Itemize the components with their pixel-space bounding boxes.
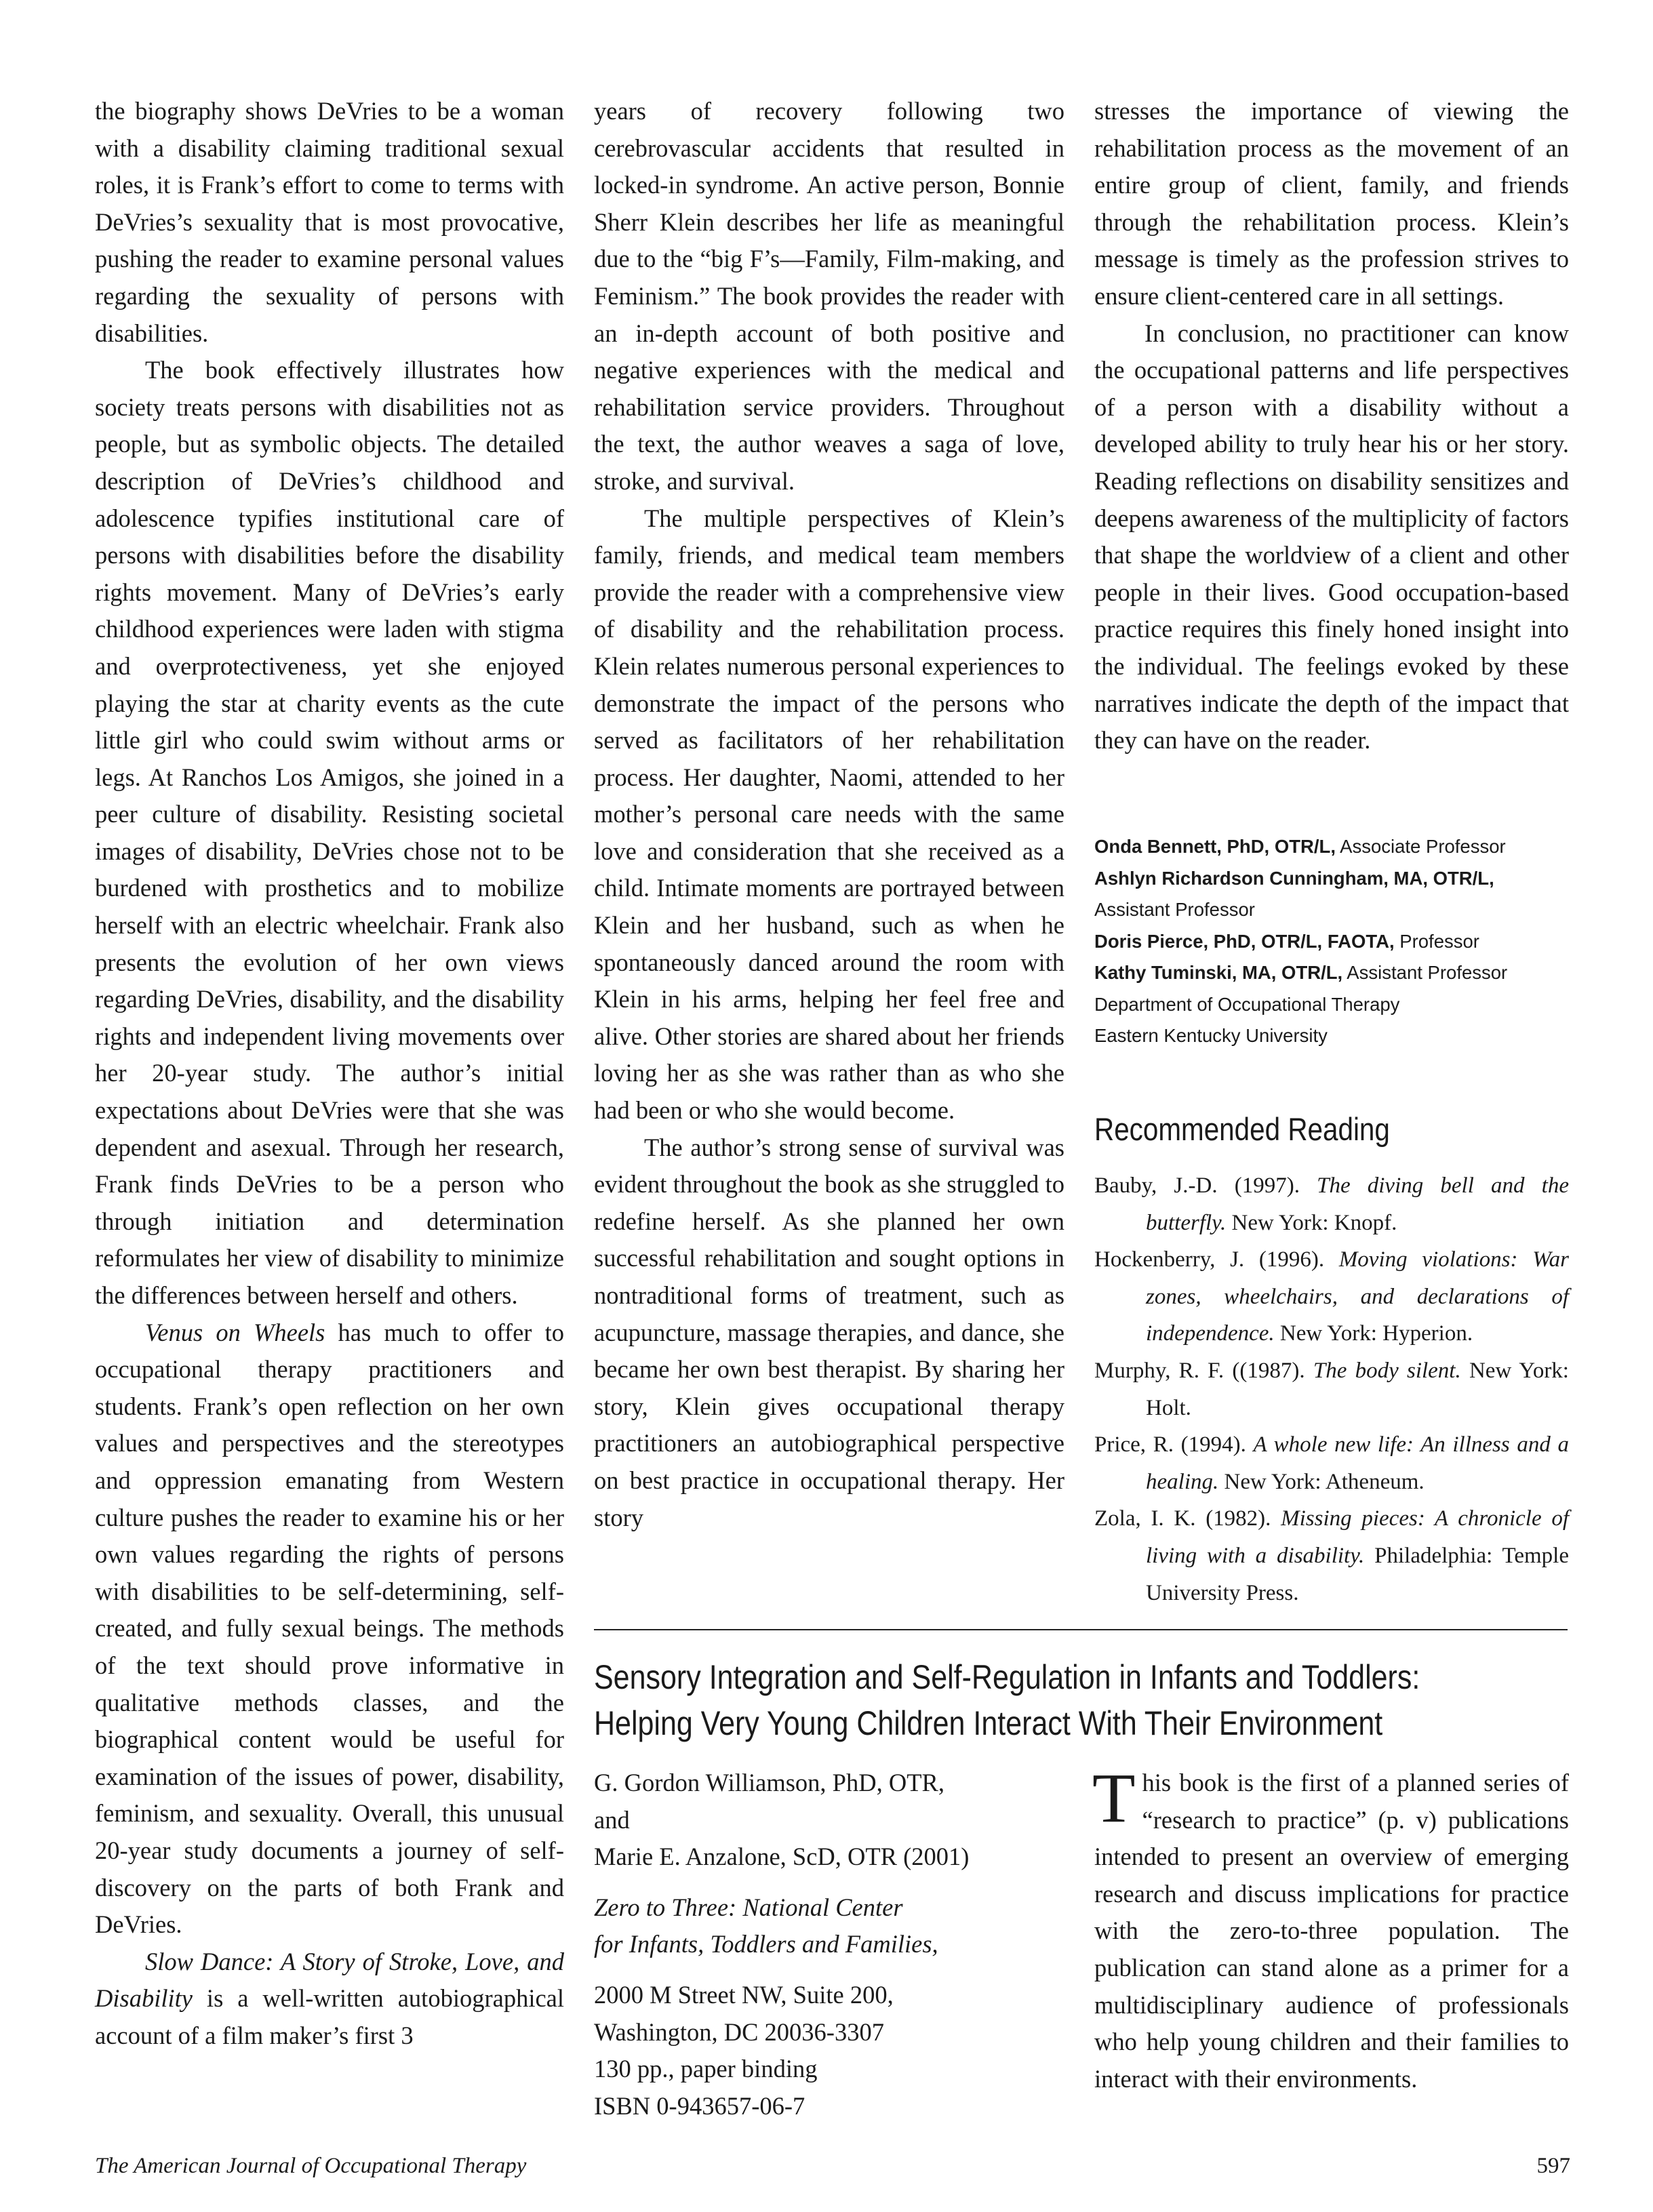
book-address: Washington, DC 20036-3307 <box>594 2017 884 2046</box>
column-1 <box>95 93 564 2054</box>
book-title: Slow Dance: A Story of Stroke, Love, and Disability <box>95 1947 564 2013</box>
reference-item: Hockenberry, J. (1996). Moving violations: War zones, wheelchairs, and declarations of independence. New York: Hyperion. <box>1094 1247 1569 1346</box>
book-authors-and: and <box>594 1805 630 1834</box>
drop-cap: T <box>1092 1759 1136 1837</box>
book-isbn: ISBN 0-943657-06-7 <box>594 2091 805 2120</box>
column-3 <box>1094 93 1569 759</box>
reference-item: Zola, I. K. (1982). Missing pieces: A chronicle of living with a disability. Philadelphia: Temple University Press. <box>1094 1506 1570 1605</box>
reviewer-line: Onda Bennett, PhD, OTR/L, Associate Professor <box>1094 836 1506 857</box>
paragraph: stresses the importance of viewing the rehabilitation process as the movement of an entire group of client, family, and friends through the rehabilitation process. Klein’s message is timely as the profession strives to ensure client-centered care in all settings. <box>1094 97 1569 310</box>
book-pages: 130 pp., paper binding <box>594 2055 818 2083</box>
paragraph: The book effectively illustrates how society treats persons with disabilities not as people, but as symbolic objects. The detailed description of DeVries’s childhood and adolescence typifies institutional care of persons with disabilities before the disability rights movement. Many of DeVries’s early childhood experiences were laden with stigma and overprotectiveness, yet she enjoyed playing the star at charity events as the cute little girl who could swim without arms or legs. At Ranchos Los Amigos, she joined in a peer culture of disability. Resisting societal images of disability, DeVries chose not to be burdened with prosthetics and to mobilize herself with an electric wheelchair. Frank also presents the evolution of her own views regarding DeVries, disability, and the disability rights and independent living movements over her 20-year study. The author’s initial expectations about DeVries were that she was dependent and asexual. Through her research, Frank finds DeVries to be a person who through initiation and determination reformulates her view of disability to minimize the differences between herself and others. <box>95 356 564 1309</box>
paragraph: Slow Dance: A Story of Stroke, Love, and Disability is a well-written autobiographical account of a film maker’s first 3 <box>95 1947 564 2049</box>
paragraph: In conclusion, no practitioner can know the occupational patterns and life perspectives of a person with a disability without a developed ability to truly hear his or her story. Reading reflections on disability sensitizes and deepens awareness of the multiplicity of factors that shape the worldview of a client and other people in their lives. Good occupation-based practice requires this finely honed insight into the individual. The feelings evoked by these narratives indicate the depth of the impact that they can have on the reader. <box>1094 319 1569 755</box>
reviewer-line: Assistant Professor <box>1094 899 1255 920</box>
reviewer-line: Department of Occupational Therapy <box>1094 993 1400 1015</box>
section-title: Sensory Integration and Self-Regulation in Infants and Toddlers: Helping Very Young Children Interact With Their Environment <box>594 1658 1420 1742</box>
paragraph: The author’s strong sense of survival was evident throughout the book as she struggled to redefine herself. As she planned her own successful rehabilitation and sought options in nontraditional forms of treatment, such as acupuncture, massage therapies, and dance, she became her own best therapist. By sharing her story, Klein gives occupational therapy practitioners an autobiographical perspective on best practice in occupational therapy. Her story <box>594 1133 1064 1531</box>
paragraph: The multiple perspectives of Klein’s family, friends, and medical team members provide the reader with a comprehensive view of disability and the rehabilitation process. Klein relates numerous personal experiences to demonstrate the impact of the persons who served as facilitators of her rehabilitation process. Her daughter, Naomi, attended to her mother’s personal care needs with the same love and consideration that she received as a child. Intimate moments are portrayed between Klein and her husband, such as when he spontaneously danced around the room with Klein in his arms, helping her feel free and alive. Other stories are shared about her friends loving her as she was rather than as who she had been or who she would become. <box>594 504 1064 1125</box>
paragraph: the biography shows DeVries to be a woman with a disability claiming traditional sexual roles, it is Frank’s effort to come to terms with DeVries’s sexuality that is most provocative, pushing the reader to examine personal values regarding the sexuality of persons with disabilities. <box>95 97 564 347</box>
paragraph: Venus on Wheels has much to offer to occupational therapy practitioners and students. Frank’s open reflection on her own values and perspectives and the stereotypes and oppression emanating from Western culture pushes the reader to examine his or her own values regarding the rights of persons with disabilities to be self-determining, self-created, and fully sexual beings. The methods of the text should prove informative in qualitative methods classes, and the biographical content would be useful for examination of the issues of power, disability, feminism, and sexuality. Overall, this unusual 20-year study documents a journey of self-discovery on the parts of both Frank and DeVries. <box>95 1318 564 1939</box>
book-authors: Marie E. Anzalone, ScD, OTR (2001) <box>594 1843 970 1871</box>
book-title: Venus on Wheels <box>145 1318 325 1346</box>
section-divider <box>594 1629 1568 1630</box>
reference-item: Bauby, J.-D. (1997). The diving bell and the butterfly. New York: Knopf. <box>1094 1173 1569 1235</box>
book-authors: G. Gordon Williamson, PhD, OTR, <box>594 1769 944 1796</box>
page-number: 597 <box>1536 2154 1570 2178</box>
paragraph: years of recovery following two cerebrovascular accidents that resulted in locked-in syndrome. An active person, Bonnie Sherr Klein describes her life as meaningful due to the “big F’s—Family, Film-making, and Feminism.” The book provides the reader with an in-depth account of both positive and negative experiences with the medical and rehabilitation service providers. Throughout the text, the author weaves a saga of love, stroke, and survival. <box>594 97 1064 495</box>
reference-item: Murphy, R. F. ((1987). The body silent. New York: Holt. <box>1094 1358 1569 1420</box>
reviewer-line: Doris Pierce, PhD, OTR/L, FAOTA, Professor <box>1094 930 1479 952</box>
column-2 <box>594 93 1064 1536</box>
book-publisher: for Infants, Toddlers and Families, <box>594 1930 938 1958</box>
book-address: 2000 M Street NW, Suite 200, <box>594 1980 894 2009</box>
reviewer-credits <box>1094 831 1569 1052</box>
journal-name: The American Journal of Occupational Therapy <box>95 2154 527 2178</box>
recommended-reading-heading: Recommended Reading <box>1094 1111 1390 1147</box>
review-body <box>1092 1759 1569 2097</box>
book-info <box>594 1765 1069 2125</box>
reviewer-line: Eastern Kentucky University <box>1094 1025 1328 1046</box>
book-publisher: Zero to Three: National Center <box>594 1893 903 1921</box>
reviewer-line: Ashlyn Richardson Cunningham, MA, OTR/L, <box>1094 867 1494 889</box>
paragraph: This book is the first of a planned series of “research to practice” (p. v) publications intended to present an overview of emerging research and discuss implications for practice with the zero-to-three population. The publication can stand alone as a primer for a multidisciplinary audience of professionals who help young children and their families to interact with their environments. <box>1092 1759 1569 2093</box>
reference-item: Price, R. (1994). A whole new life: An illness and a healing. New York: Atheneum. <box>1094 1432 1569 1494</box>
reference-list <box>1094 1167 1569 1611</box>
reviewer-line: Kathy Tuminski, MA, OTR/L, Assistant Professor <box>1094 962 1508 983</box>
